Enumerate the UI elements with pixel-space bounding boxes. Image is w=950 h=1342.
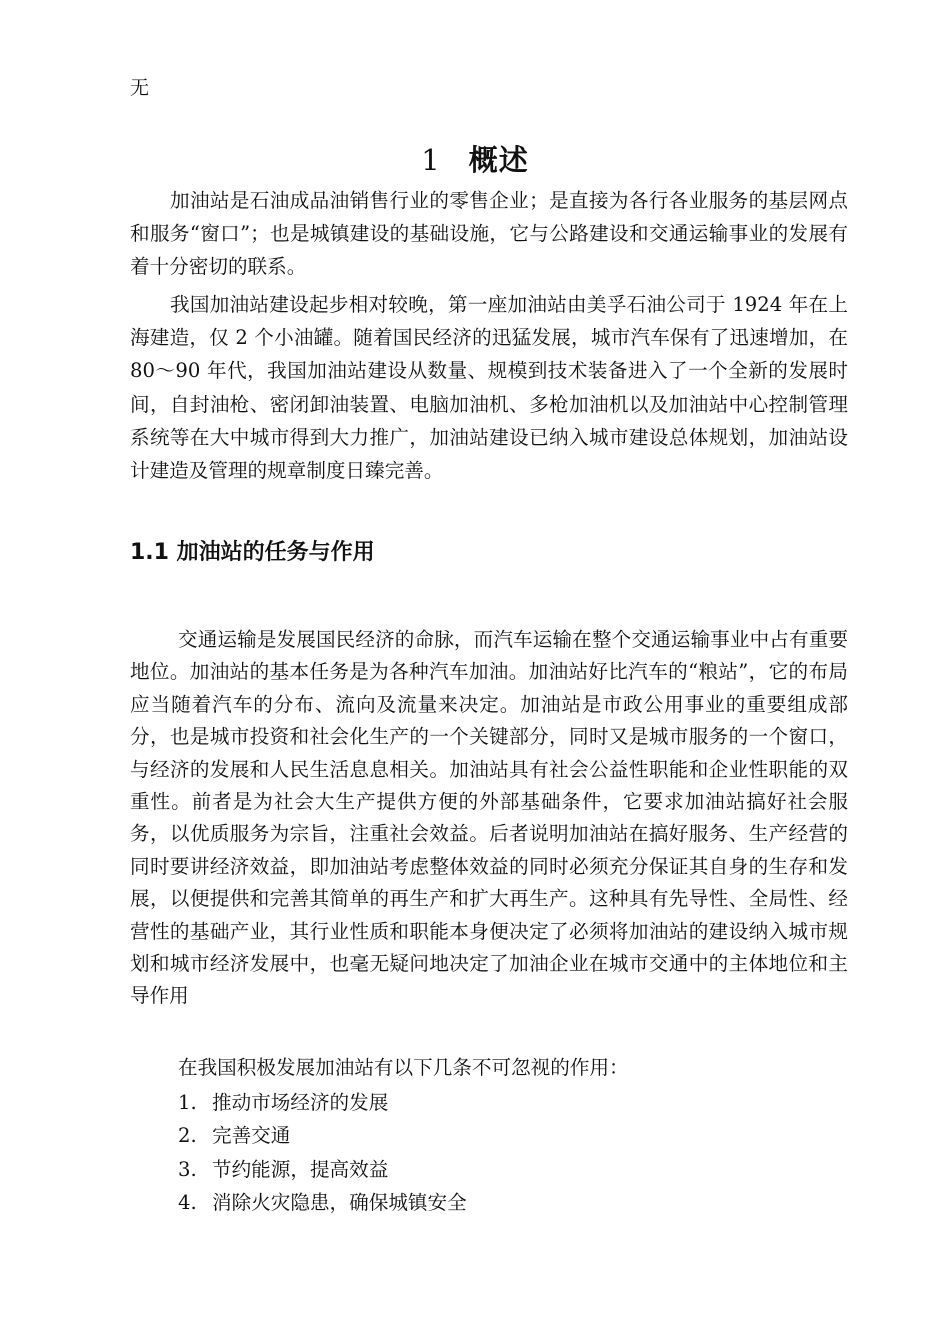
list-item-number: 2. [178, 1124, 197, 1148]
chapter-number: 1 [421, 143, 441, 177]
list-item-text: 节约能源，提高效益 [212, 1157, 389, 1181]
list-item-number: 1. [178, 1091, 197, 1114]
list-item [178, 1086, 467, 1119]
section-title: 1.1 加油站的任务与作用 [130, 540, 375, 565]
list-item-number: 3. [178, 1157, 197, 1181]
list-item [178, 1119, 467, 1152]
section-paragraph-1: 交通运输是发展国民经济的命脉，而汽车运输在整个交通运输事业中占有重要地位。加油站的基本任务是为各种汽车加油。加油站好比汽车的“粮站”，它的布局应当随着汽车的分布、流向及流量来决定。加油站是市政公用事业的重要组成部分，也是城市投资和社会化生产的一个关键部分，同时又是城市服务的一个窗口，与经济的发展和人民生活息息相关。加油站具有社会公益性职能和企业性职能的双重性。前者是为社会大生产提供方便的外部基础条件，它要求加油站搞好社会服务，以优质服务为宗旨，注重社会效益。后者说明加油站在搞好服务、生产经营的同时要讲经济效益，即加油站考虑整体效益的同时必须充分保证其自身的生存和发展，以便提供和完善其简单的再生产和扩大再生产。这种具有先导性、全局性、经营性的基础产业，其行业性质和职能本身便决定了必须将加油站的建设纳入城市规划和城市经济发展中，也毫无疑问地决定了加油企业在城市交通中的主体地位和主导作用 [130, 628, 848, 1008]
header-note: 无 [130, 77, 150, 99]
role-list [178, 1086, 467, 1220]
list-item-text: 消除火灾隐患，确保城镇安全 [212, 1191, 467, 1215]
chapter-title-text: 概述 [468, 143, 529, 177]
section-paragraph-2: 在我国积极发展加油站有以下几条不可忽视的作用： [178, 1056, 629, 1079]
list-item [178, 1153, 467, 1186]
list-item [178, 1186, 467, 1219]
intro-paragraph-2: 我国加油站建设起步相对较晚，第一座加油站由美孚石油公司于 1924 年在上海建造，仅 2 个小油罐。随着国民经济的迅猛发展，城市汽车保有了迅速增加，在 80～90 年代，我国加油站建设从数量、规模到技术装备进入了一个全新的发展时间，自封油枪、密闭卸油装置、电脑加油机、多枪加油机以及加油站中心控制管理系统等在大中城市得到大力推广，加油站建设已纳入城市建设总体规划，加油站设计建造及管理的规章制度日臻完善。 [130, 293, 848, 483]
list-item-text: 完善交通 [212, 1124, 291, 1148]
list-item-text: 推动市场经济的发展 [212, 1091, 389, 1114]
chapter-title [0, 140, 950, 180]
list-item-number: 4. [178, 1191, 197, 1215]
intro-paragraph-1: 加油站是石油成品油销售行业的零售企业；是直接为各行各业服务的基层网点和服务“窗口”；也是城镇建设的基础设施，它与公路建设和交通运输事业的发展有着十分密切的联系。 [130, 189, 848, 279]
